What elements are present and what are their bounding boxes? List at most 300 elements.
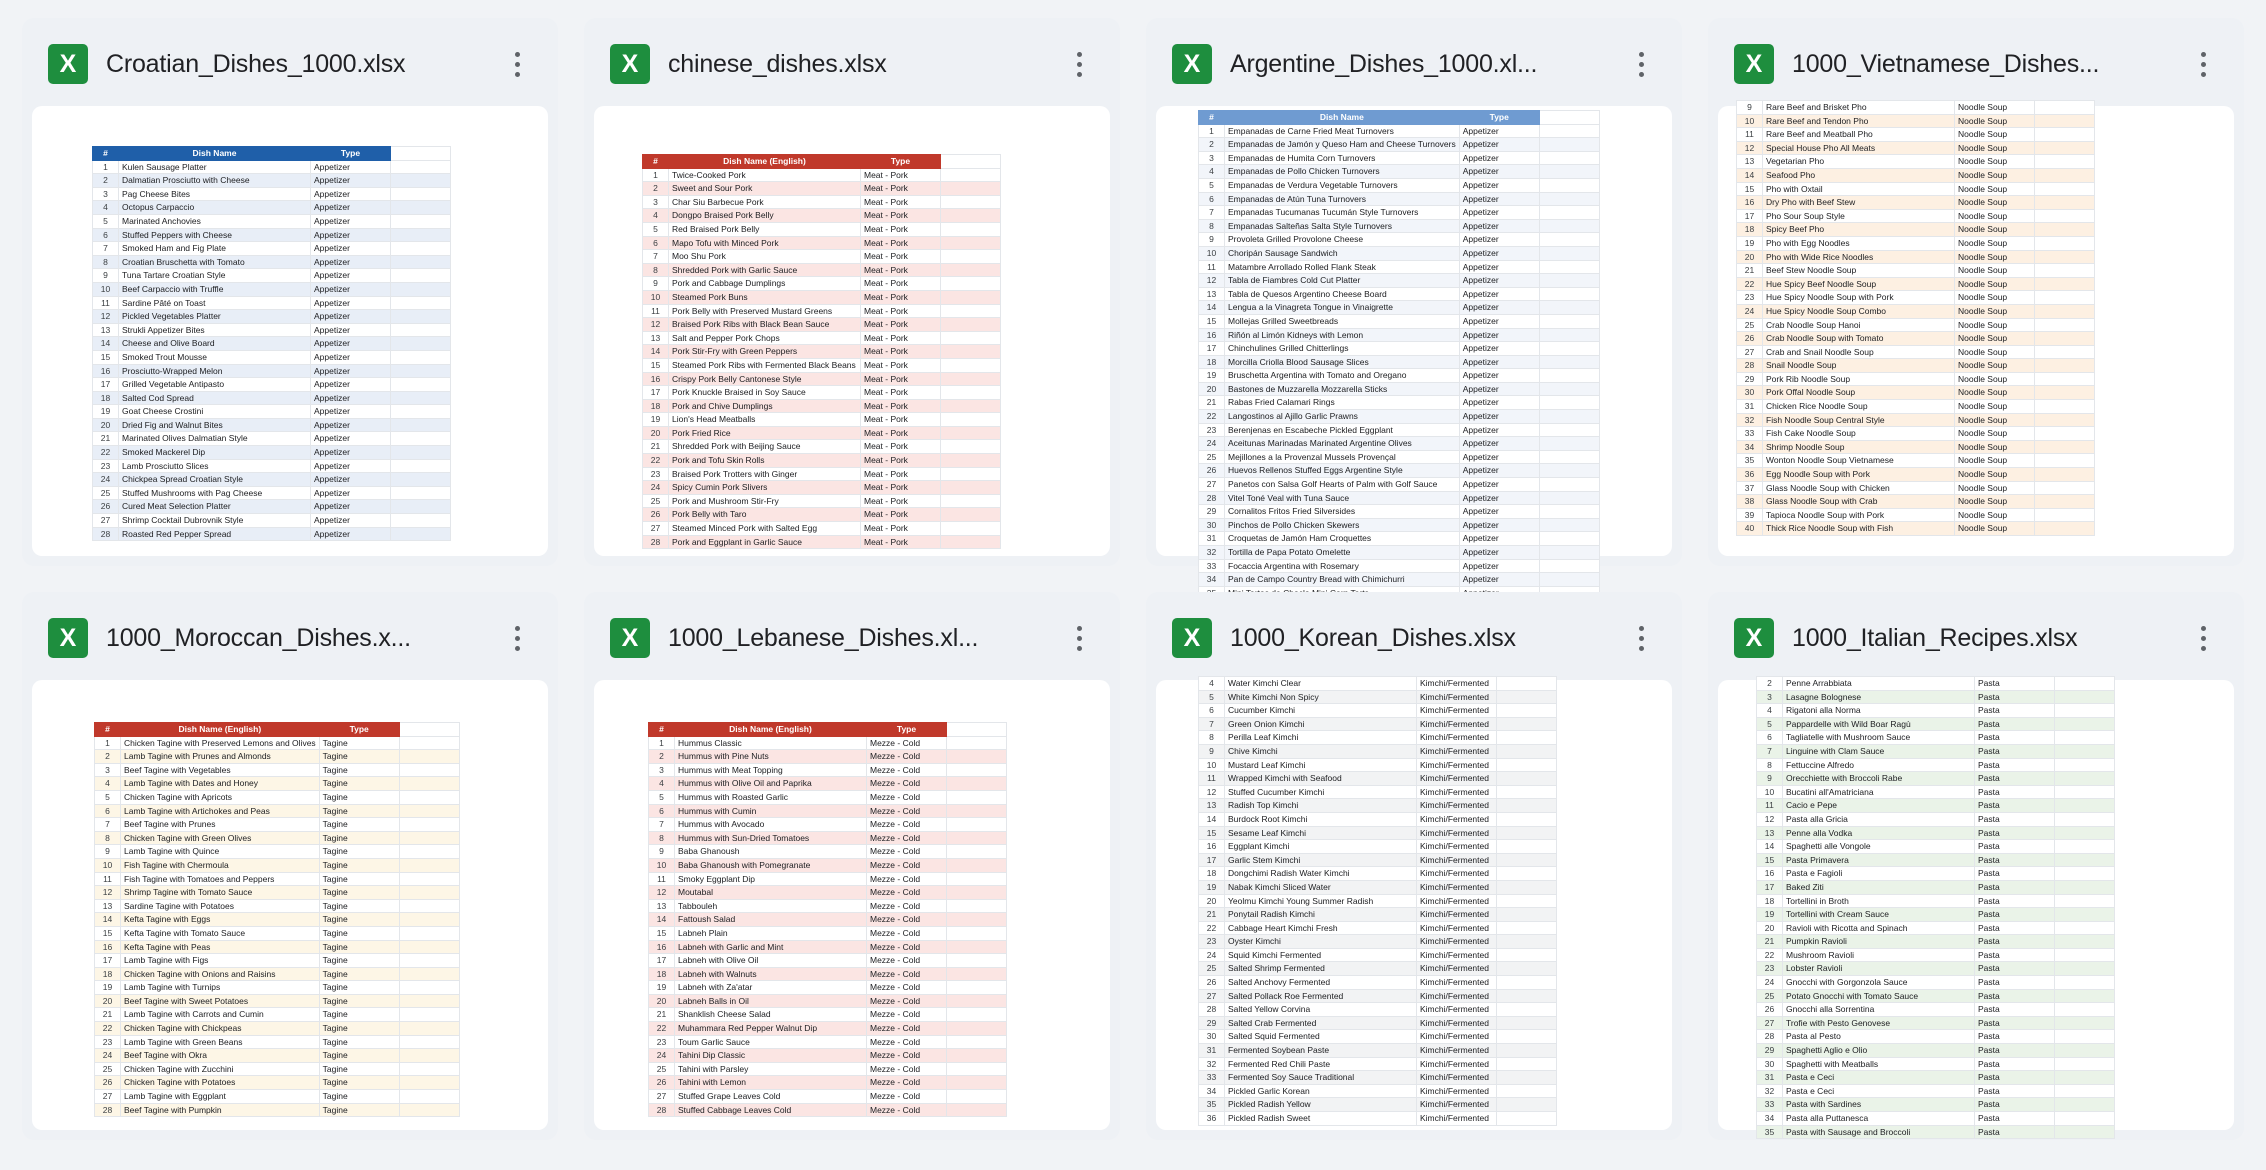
table-row[interactable] (649, 994, 1007, 1008)
table-row[interactable] (649, 1103, 1007, 1117)
table-row[interactable] (1757, 948, 2115, 962)
table-row[interactable] (1737, 168, 2095, 182)
table-row[interactable] (1199, 423, 1600, 437)
table-row[interactable] (1757, 1003, 2115, 1017)
table-row[interactable] (1199, 450, 1600, 464)
table-row[interactable] (93, 228, 451, 242)
table-row[interactable] (95, 1008, 460, 1022)
table-row[interactable] (1737, 400, 2095, 414)
table-row[interactable] (643, 195, 1001, 209)
table-row[interactable] (93, 310, 451, 324)
spreadsheet-preview[interactable] (32, 680, 548, 1130)
table-row[interactable] (649, 954, 1007, 968)
more-options-icon[interactable] (502, 620, 532, 656)
file-card[interactable] (584, 592, 1120, 1140)
table-row[interactable] (93, 350, 451, 364)
table-row[interactable] (1199, 853, 1557, 867)
table-row[interactable] (1199, 124, 1600, 138)
table-row[interactable] (1737, 468, 2095, 482)
table-row[interactable] (649, 899, 1007, 913)
table-row[interactable] (643, 345, 1001, 359)
table-row[interactable] (1737, 427, 2095, 441)
row-number-cell: 17 (643, 386, 669, 400)
table-row[interactable] (1199, 976, 1557, 990)
table-row[interactable] (1199, 1003, 1557, 1017)
table-row[interactable] (649, 777, 1007, 791)
table-row[interactable] (1199, 246, 1600, 260)
table-row[interactable] (643, 535, 1001, 549)
table-row[interactable] (649, 736, 1007, 750)
table-row[interactable] (1199, 812, 1557, 826)
table-row[interactable] (93, 337, 451, 351)
row-number-cell: 12 (649, 886, 675, 900)
table-row[interactable] (93, 446, 451, 460)
more-options-icon[interactable] (2188, 46, 2218, 82)
table-row[interactable] (643, 222, 1001, 236)
table-row[interactable] (1757, 1098, 2115, 1112)
table-row[interactable] (95, 954, 460, 968)
table-row[interactable] (1199, 314, 1600, 328)
table-row[interactable] (1199, 731, 1557, 745)
spreadsheet-preview[interactable] (594, 680, 1110, 1130)
row-number-cell: 18 (93, 391, 119, 405)
table-row[interactable] (1199, 908, 1557, 922)
table-row[interactable] (1737, 114, 2095, 128)
table-row[interactable] (93, 296, 451, 310)
spreadsheet-preview[interactable] (1718, 678, 2234, 1137)
row-number-cell: 7 (643, 250, 669, 264)
file-card[interactable] (1708, 592, 2244, 1140)
table-row[interactable] (93, 514, 451, 528)
table-row[interactable] (643, 304, 1001, 318)
table-row[interactable] (1737, 264, 2095, 278)
table-row[interactable] (649, 913, 1007, 927)
more-options-icon[interactable] (502, 46, 532, 82)
table-row[interactable] (1757, 731, 2115, 745)
type-cell: Kimchi/Fermented (1417, 935, 1497, 949)
table-row[interactable] (643, 182, 1001, 196)
table-row[interactable] (1199, 559, 1600, 573)
type-cell: Appetizer (1459, 233, 1539, 247)
table-row[interactable] (643, 508, 1001, 522)
table-row[interactable] (95, 818, 460, 832)
table-row[interactable] (643, 168, 1001, 182)
table-row[interactable] (643, 494, 1001, 508)
table-row[interactable] (1737, 101, 2095, 115)
spreadsheet-preview[interactable] (32, 106, 548, 556)
table-row[interactable] (1199, 138, 1600, 152)
spacer-cell (947, 940, 1007, 954)
table-row[interactable] (1757, 853, 2115, 867)
table-row[interactable] (643, 426, 1001, 440)
table-row[interactable] (1199, 1071, 1557, 1085)
table-row[interactable] (1757, 677, 2115, 691)
table-row[interactable] (95, 736, 460, 750)
table-row[interactable] (93, 174, 451, 188)
table-row[interactable] (649, 858, 1007, 872)
table-row[interactable] (93, 459, 451, 473)
dish-name-cell: Stuffed Cabbage Leaves Cold (675, 1103, 867, 1117)
more-options-icon[interactable] (1064, 46, 1094, 82)
table-row[interactable] (1199, 677, 1557, 691)
table-row[interactable] (1757, 785, 2115, 799)
table-row[interactable] (643, 318, 1001, 332)
table-row[interactable] (95, 872, 460, 886)
table-row[interactable] (649, 981, 1007, 995)
spacer-cell (2055, 731, 2115, 745)
table-row[interactable] (1199, 840, 1557, 854)
table-row[interactable] (95, 967, 460, 981)
table-row[interactable] (1199, 437, 1600, 451)
table-row[interactable] (93, 391, 451, 405)
table-row[interactable] (95, 831, 460, 845)
table-row[interactable] (1737, 386, 2095, 400)
table-row[interactable] (1757, 1044, 2115, 1058)
table-row[interactable] (1199, 867, 1557, 881)
table-row[interactable] (1199, 962, 1557, 976)
table-row[interactable] (1757, 976, 2115, 990)
table-row[interactable] (93, 364, 451, 378)
file-card[interactable] (1146, 592, 1682, 1140)
table-row[interactable] (95, 763, 460, 777)
table-row[interactable] (1737, 155, 2095, 169)
table-row[interactable] (95, 790, 460, 804)
table-row[interactable] (93, 432, 451, 446)
table-row[interactable] (643, 331, 1001, 345)
more-options-icon[interactable] (1064, 620, 1094, 656)
table-row[interactable] (1757, 1030, 2115, 1044)
row-number-cell: 28 (1199, 1003, 1225, 1017)
kebab-dot (1639, 626, 1644, 631)
table-row[interactable] (1757, 772, 2115, 786)
dish-name-cell: Dalmatian Prosciutto with Cheese (119, 174, 311, 188)
table-row[interactable] (1199, 989, 1557, 1003)
spreadsheet-preview[interactable] (594, 106, 1110, 556)
table-row[interactable] (1199, 274, 1600, 288)
table-row[interactable] (1737, 318, 2095, 332)
table-row[interactable] (95, 845, 460, 859)
table-row[interactable] (1737, 277, 2095, 291)
table-row[interactable] (1757, 1125, 2115, 1139)
column-header: Dish Name (English) (121, 723, 320, 737)
dish-name-cell: Pumpkin Ravioli (1783, 935, 1975, 949)
table-row[interactable] (1199, 785, 1557, 799)
table-row[interactable] (93, 214, 451, 228)
type-cell: Noodle Soup (1955, 209, 2035, 223)
table-row[interactable] (649, 1062, 1007, 1076)
table-row[interactable] (1757, 744, 2115, 758)
table-row[interactable] (1199, 192, 1600, 206)
table-row[interactable] (649, 926, 1007, 940)
table-row[interactable] (649, 831, 1007, 845)
table-row[interactable] (1737, 196, 2095, 210)
table-row[interactable] (1199, 690, 1557, 704)
table-row[interactable] (1199, 1044, 1557, 1058)
table-row[interactable] (649, 967, 1007, 981)
table-row[interactable] (1757, 962, 2115, 976)
table-row[interactable] (1757, 826, 2115, 840)
table-row[interactable] (1199, 260, 1600, 274)
table-row[interactable] (95, 981, 460, 995)
type-cell: Meat - Pork (861, 494, 941, 508)
table-row[interactable] (649, 1035, 1007, 1049)
table-row[interactable] (649, 763, 1007, 777)
table-row[interactable] (1737, 440, 2095, 454)
table-row[interactable] (649, 1049, 1007, 1063)
table-row[interactable] (1737, 345, 2095, 359)
table-row[interactable] (95, 1103, 460, 1117)
table-row[interactable] (1199, 1030, 1557, 1044)
table-row[interactable] (649, 872, 1007, 886)
table-row[interactable] (93, 160, 451, 174)
table-row[interactable] (643, 440, 1001, 454)
table-row[interactable] (1737, 304, 2095, 318)
table-row[interactable] (1199, 1098, 1557, 1112)
more-options-icon[interactable] (2188, 620, 2218, 656)
table-row[interactable] (95, 926, 460, 940)
table-row[interactable] (95, 1049, 460, 1063)
table-row[interactable] (1199, 505, 1600, 519)
table-row[interactable] (1757, 880, 2115, 894)
table-row[interactable] (649, 886, 1007, 900)
table-row[interactable] (643, 481, 1001, 495)
table-row[interactable] (95, 858, 460, 872)
table-row[interactable] (93, 187, 451, 201)
row-number-cell: 32 (1757, 1084, 1783, 1098)
table-row[interactable] (643, 454, 1001, 468)
table-row[interactable] (1199, 1016, 1557, 1030)
file-card[interactable] (584, 18, 1120, 566)
row-number-cell: 9 (1199, 233, 1225, 247)
table-row[interactable] (93, 269, 451, 283)
table-row[interactable] (643, 413, 1001, 427)
table-row[interactable] (1757, 908, 2115, 922)
spacer-cell (2055, 826, 2115, 840)
table-row[interactable] (1737, 332, 2095, 346)
table-row[interactable] (1199, 573, 1600, 587)
table-row[interactable] (1737, 209, 2095, 223)
table-row[interactable] (1199, 206, 1600, 220)
table-row[interactable] (643, 250, 1001, 264)
type-cell: Kimchi/Fermented (1417, 799, 1497, 813)
table-row[interactable] (95, 750, 460, 764)
table-row[interactable] (1737, 522, 2095, 536)
table-row[interactable] (1199, 410, 1600, 424)
table-row[interactable] (1757, 935, 2115, 949)
table-row[interactable] (649, 750, 1007, 764)
table-row[interactable] (1737, 223, 2095, 237)
table-row[interactable] (1199, 1057, 1557, 1071)
table-row[interactable] (1199, 165, 1600, 179)
more-options-icon[interactable] (1626, 46, 1656, 82)
table-row[interactable] (1757, 1112, 2115, 1126)
table-row[interactable] (649, 818, 1007, 832)
table-row[interactable] (649, 1076, 1007, 1090)
table-row[interactable] (95, 804, 460, 818)
table-row[interactable] (1737, 250, 2095, 264)
table-row[interactable] (93, 486, 451, 500)
table-row[interactable] (1199, 301, 1600, 315)
table-row[interactable] (1737, 128, 2095, 142)
table-row[interactable] (1199, 219, 1600, 233)
table-row[interactable] (1737, 454, 2095, 468)
table-row[interactable] (1199, 178, 1600, 192)
table-row[interactable] (93, 282, 451, 296)
table-row[interactable] (1199, 880, 1557, 894)
table-row[interactable] (93, 201, 451, 215)
table-row[interactable] (649, 1008, 1007, 1022)
table-row[interactable] (1757, 717, 2115, 731)
table-row[interactable] (1199, 1084, 1557, 1098)
table-row[interactable] (93, 500, 451, 514)
table-row[interactable] (1757, 690, 2115, 704)
table-row[interactable] (643, 358, 1001, 372)
table-row[interactable] (95, 899, 460, 913)
table-row[interactable] (1199, 826, 1557, 840)
table-row[interactable] (643, 522, 1001, 536)
table-row[interactable] (643, 399, 1001, 413)
table-row[interactable] (1737, 413, 2095, 427)
table-row[interactable] (1199, 799, 1557, 813)
type-cell: Mezze - Cold (867, 790, 947, 804)
row-number-cell: 26 (93, 500, 119, 514)
table-row[interactable] (643, 290, 1001, 304)
table-row[interactable] (1737, 508, 2095, 522)
table-row[interactable] (95, 1022, 460, 1036)
table-row[interactable] (93, 473, 451, 487)
table-row[interactable] (1199, 894, 1557, 908)
table-row[interactable] (649, 940, 1007, 954)
more-options-icon[interactable] (1626, 620, 1656, 656)
table-row[interactable] (1199, 758, 1557, 772)
table-row[interactable] (643, 277, 1001, 291)
row-number-cell: 8 (649, 831, 675, 845)
file-card[interactable] (22, 592, 558, 1140)
table-row[interactable] (1199, 546, 1600, 560)
table-row[interactable] (1199, 382, 1600, 396)
table-row[interactable] (1757, 867, 2115, 881)
table-row[interactable] (1199, 772, 1557, 786)
table-row[interactable] (1757, 894, 2115, 908)
file-card[interactable] (1146, 18, 1682, 585)
table-row[interactable] (1199, 744, 1557, 758)
table-row[interactable] (93, 405, 451, 419)
table-row[interactable] (1199, 935, 1557, 949)
table-row[interactable] (95, 994, 460, 1008)
table-row[interactable] (1757, 1071, 2115, 1085)
table-row[interactable] (1757, 989, 2115, 1003)
table-row[interactable] (1757, 840, 2115, 854)
table-row[interactable] (643, 467, 1001, 481)
table-row[interactable] (1199, 704, 1557, 718)
table-row[interactable] (1757, 1057, 2115, 1071)
table-row[interactable] (95, 777, 460, 791)
table-row[interactable] (1757, 1016, 2115, 1030)
dish-name-cell: Mustard Leaf Kimchi (1225, 758, 1417, 772)
table-row[interactable] (93, 418, 451, 432)
table-row[interactable] (643, 386, 1001, 400)
table-row[interactable] (95, 1090, 460, 1104)
table-row[interactable] (1199, 396, 1600, 410)
table-row[interactable] (95, 940, 460, 954)
row-number-cell: 13 (1199, 287, 1225, 301)
table-row[interactable] (1737, 291, 2095, 305)
file-card[interactable] (1708, 18, 2244, 566)
table-row[interactable] (649, 1090, 1007, 1104)
table-row[interactable] (1199, 464, 1600, 478)
table-row[interactable] (1199, 948, 1557, 962)
table-row[interactable] (1199, 1112, 1557, 1126)
table-row[interactable] (1737, 141, 2095, 155)
table-row[interactable] (1199, 355, 1600, 369)
dish-name-cell: Mushroom Ravioli (1783, 948, 1975, 962)
spreadsheet-preview[interactable] (1156, 106, 1672, 585)
table-row[interactable] (649, 845, 1007, 859)
table-row[interactable] (93, 242, 451, 256)
table-row[interactable] (1737, 481, 2095, 495)
file-card[interactable] (22, 18, 558, 566)
row-number-cell: 8 (1199, 731, 1225, 745)
table-row[interactable] (649, 790, 1007, 804)
table-row[interactable] (643, 372, 1001, 386)
table-row[interactable] (1757, 799, 2115, 813)
table-row[interactable] (1199, 328, 1600, 342)
table-row[interactable] (95, 1035, 460, 1049)
table-row[interactable] (1199, 717, 1557, 731)
table-row[interactable] (1757, 1084, 2115, 1098)
table-row[interactable] (93, 527, 451, 541)
table-row[interactable] (649, 804, 1007, 818)
table-row[interactable] (1737, 372, 2095, 386)
table-row[interactable] (1199, 478, 1600, 492)
table-row[interactable] (643, 209, 1001, 223)
table-row[interactable] (95, 913, 460, 927)
table-row[interactable] (1199, 151, 1600, 165)
table-row[interactable] (649, 1022, 1007, 1036)
table-row[interactable] (1199, 233, 1600, 247)
table-row[interactable] (1199, 342, 1600, 356)
table-row[interactable] (95, 886, 460, 900)
spreadsheet-preview[interactable] (1718, 102, 2234, 556)
spacer-cell (399, 1008, 459, 1022)
table-row[interactable] (1737, 236, 2095, 250)
spreadsheet-preview[interactable] (1156, 680, 1672, 1130)
table-row[interactable] (95, 1076, 460, 1090)
table-row[interactable] (1199, 532, 1600, 546)
table-row[interactable] (1199, 287, 1600, 301)
table-row[interactable] (1199, 491, 1600, 505)
type-cell: Appetizer (311, 446, 391, 460)
table-row[interactable] (1757, 758, 2115, 772)
table-row[interactable] (643, 236, 1001, 250)
table-row[interactable] (1737, 359, 2095, 373)
dish-name-cell: Lengua a la Vinagreta Tongue in Vinaigrette (1225, 301, 1460, 315)
table-row[interactable] (95, 1062, 460, 1076)
table-row[interactable] (93, 323, 451, 337)
table-row[interactable] (93, 255, 451, 269)
table-row[interactable] (1737, 495, 2095, 509)
type-cell: Tagine (319, 1090, 399, 1104)
table-row[interactable] (1757, 704, 2115, 718)
table-row[interactable] (93, 378, 451, 392)
table-row[interactable] (1199, 369, 1600, 383)
table-row[interactable] (1199, 921, 1557, 935)
table-row[interactable] (643, 263, 1001, 277)
table-row[interactable] (1757, 921, 2115, 935)
table-row[interactable] (1757, 812, 2115, 826)
table-row[interactable] (1199, 518, 1600, 532)
table-row[interactable] (1737, 182, 2095, 196)
